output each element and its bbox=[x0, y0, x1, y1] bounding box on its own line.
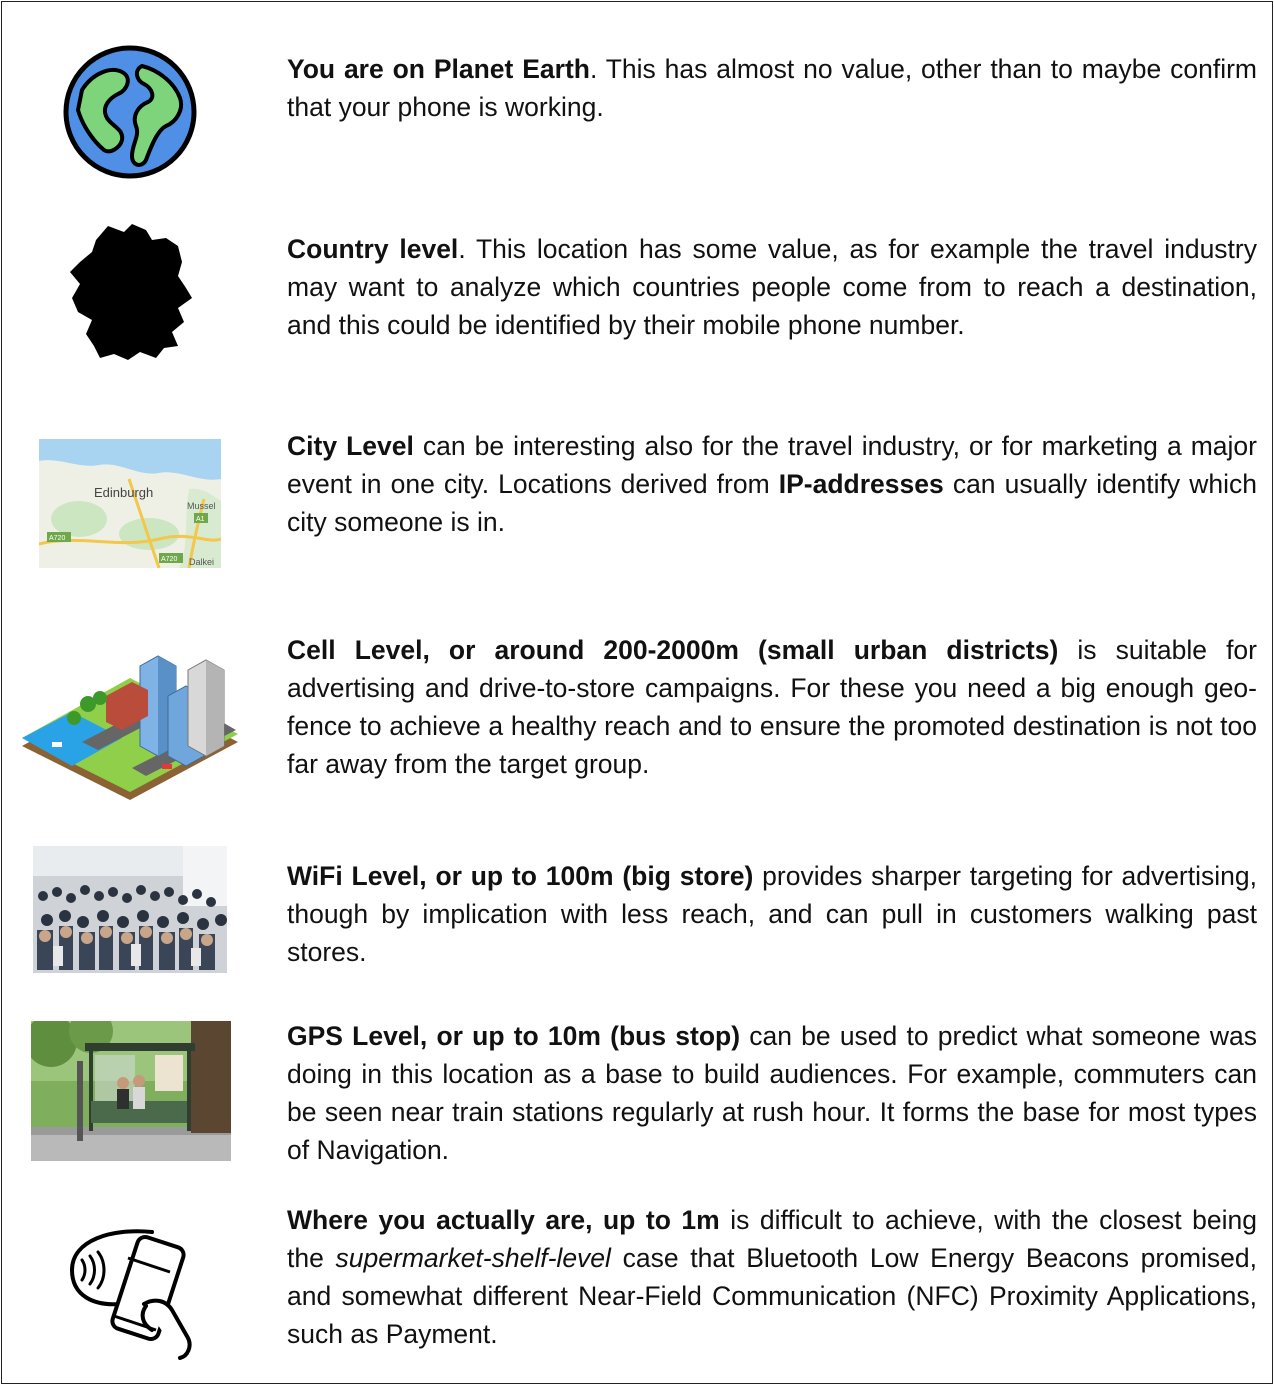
item-text-cell bbox=[287, 631, 1257, 783]
map-label-town: Mussel bbox=[187, 501, 216, 511]
item-bold: IP-addresses bbox=[778, 469, 944, 499]
map-label-road2: A720 bbox=[49, 535, 66, 542]
map-label-road3: A720 bbox=[161, 556, 178, 563]
item-italic: supermarket-shelf-level bbox=[335, 1243, 611, 1273]
item-lead: City Level bbox=[287, 431, 414, 461]
map-label-road1: A1 bbox=[196, 516, 205, 523]
isometric-city-icon bbox=[22, 646, 238, 800]
item-body: is difficult to achieve, with the closest being the bbox=[287, 1205, 1257, 1273]
item-text-wifi bbox=[287, 857, 1257, 971]
bus-stop-photo-icon bbox=[31, 1021, 231, 1161]
item-text-country bbox=[287, 230, 1257, 344]
item-lead: Cell Level, or around 200-2000m (small urban districts) bbox=[287, 635, 1059, 665]
item-lead: You are on Planet Earth bbox=[287, 54, 590, 84]
item-body: case that Bluetooth Low Energy Beacons promised, and somewhat different Near-Field Communication (NFC) Proximity Applications, such as Payment. bbox=[287, 1243, 1257, 1349]
germany-map-icon bbox=[66, 222, 196, 364]
item-text-planet bbox=[287, 50, 1257, 126]
item-text-gps bbox=[287, 1017, 1257, 1169]
item-body: is suitable for advertising and drive-to-store campaigns. For these you need a big enough geo-fence to achieve a healthy reach and to ensure the promoted destination is not too far away from the target group. bbox=[287, 635, 1257, 779]
item-body: can usually identify which city someone is in. bbox=[287, 469, 1257, 537]
item-body: provides sharper targeting for advertising, though by implication with less reach, and can pull in customers walking past stores. bbox=[287, 861, 1257, 967]
item-lead: WiFi Level, or up to 100m (big store) bbox=[287, 861, 754, 891]
item-text-precise bbox=[287, 1201, 1257, 1353]
map-label-town2: Dalkei bbox=[189, 557, 215, 567]
nfc-phone-icon bbox=[62, 1220, 202, 1360]
item-body: can be used to predict what someone was doing in this location as a base to build audiences. For example, commuters can be seen near train stations regularly at rush hour. It forms the base for most types of Navigation. bbox=[287, 1021, 1257, 1165]
item-text-city bbox=[287, 427, 1257, 541]
item-body: . This location has some value, as for example the travel industry may want to analyze which countries people come from to reach a destination, and this could be identified by their mobile phone number. bbox=[287, 234, 1257, 340]
item-body: can be interesting also for the travel industry, or for marketing a major event in one city. Locations derived from bbox=[287, 431, 1257, 499]
crowd-photo-icon bbox=[33, 846, 227, 973]
item-lead: Country level bbox=[287, 234, 459, 264]
globe-icon bbox=[62, 44, 198, 180]
item-lead: GPS Level, or up to 10m (bus stop) bbox=[287, 1021, 741, 1051]
city-map-icon bbox=[39, 439, 221, 568]
item-lead: Where you actually are, up to 1m bbox=[287, 1205, 720, 1235]
item-body: . This has almost no value, other than to maybe confirm that your phone is working. bbox=[287, 54, 1257, 122]
map-label-city: Edinburgh bbox=[94, 485, 154, 500]
